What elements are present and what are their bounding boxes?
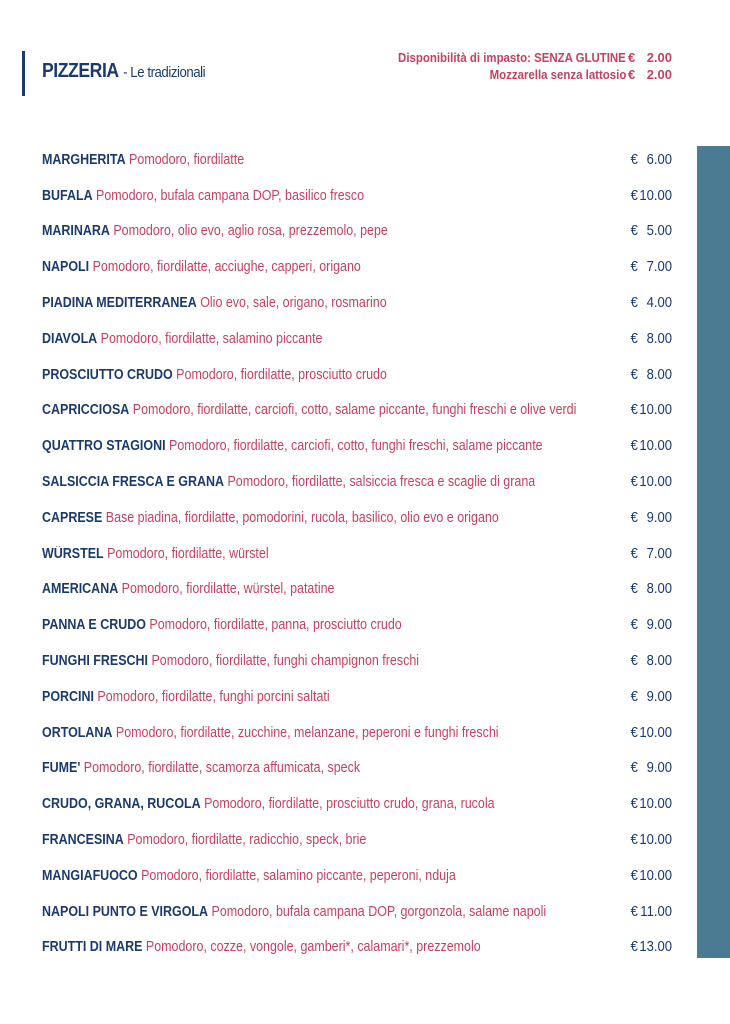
menu-item-name: CAPRICCIOSA: [42, 402, 130, 419]
menu-item-price: [631, 581, 672, 597]
menu-item-price: [631, 402, 672, 418]
extra-label: Mozzarella senza lattosio: [489, 67, 626, 82]
menu-item-name: AMERICANA: [42, 581, 119, 598]
menu-item-price: [631, 617, 672, 633]
menu-item: [42, 500, 672, 536]
currency-symbol: €: [630, 330, 638, 347]
menu-item: [42, 321, 672, 357]
price-amount: 10.00: [639, 402, 672, 419]
menu-item: [42, 715, 672, 751]
currency-symbol: €: [630, 259, 638, 276]
price-amount: 10.00: [639, 832, 672, 849]
menu-item-name: CRUDO, GRANA, RUCOLA: [42, 796, 201, 813]
menu-item: [42, 930, 672, 966]
currency-symbol: €: [630, 402, 638, 419]
menu-item-text: [42, 367, 387, 383]
currency-symbol: €: [630, 653, 638, 670]
menu-item-price: [631, 546, 672, 562]
menu-item-price: [631, 438, 672, 454]
menu-item: [42, 536, 672, 572]
menu-item-description: Pomodoro, fiordilatte, würstel: [107, 545, 269, 562]
price-amount: 7.00: [646, 259, 672, 276]
menu-item-description: Pomodoro, fiordilatte, salsiccia fresca e scaglie di grana: [227, 474, 536, 491]
price-amount: 10.00: [639, 867, 672, 884]
menu-item-text: [42, 832, 366, 848]
menu-item-price: [631, 832, 672, 848]
menu-item-name: ORTOLANA: [42, 724, 113, 741]
menu-item: [42, 464, 672, 500]
menu-item-description: Pomodoro, fiordilatte, acciughe, capperi, origano: [92, 259, 361, 276]
currency-symbol: €: [630, 832, 638, 849]
menu-item-price: [631, 725, 672, 741]
menu-item-description: Pomodoro, bufala campana DOP, basilico fresco: [96, 187, 365, 204]
menu-item: [42, 142, 672, 178]
menu-item-description: Pomodoro, fiordilatte, carciofi, cotto, funghi freschi, salame piccante: [169, 438, 543, 455]
menu-item: [42, 679, 672, 715]
menu-item-name: CAPRESE: [42, 509, 103, 526]
menu-item-name: PIADINA MEDITERRANEA: [42, 295, 197, 312]
menu-item-text: [42, 581, 334, 597]
menu-item-text: [42, 510, 499, 526]
price-amount: 9.00: [646, 760, 672, 777]
menu-item: [42, 285, 672, 321]
menu-item-text: [42, 152, 244, 168]
side-decoration-band: [697, 146, 730, 958]
menu-item-description: Pomodoro, fiordilatte, prosciutto crudo: [176, 366, 387, 383]
menu-item-price: [631, 223, 672, 239]
menu-item-description: Pomodoro, fiordilatte, prosciutto crudo, grana, rucola: [204, 796, 495, 813]
menu-item: [42, 786, 672, 822]
menu-item-description: Pomodoro, fiordilatte, zucchine, melanzane, peperoni e funghi freschi: [115, 724, 499, 741]
menu-item-text: [42, 331, 322, 347]
price-amount: 5.00: [646, 223, 672, 240]
currency-symbol: €: [630, 867, 638, 884]
price-amount: 11.00: [640, 903, 672, 920]
menu-item-name: PANNA E CRUDO: [42, 617, 146, 634]
menu-item-price: [631, 796, 672, 812]
price-amount: 13.00: [639, 939, 672, 956]
menu-item-text: [42, 546, 269, 562]
extra-lactose-free: [367, 66, 672, 83]
menu-item-price: [631, 689, 672, 705]
title-subtitle: - Le tradizionali: [123, 64, 206, 81]
menu-item-text: [42, 796, 495, 812]
price-amount: 6.00: [646, 151, 672, 168]
menu-item: [42, 607, 672, 643]
currency-symbol: €: [630, 438, 638, 455]
menu-item-name: MANGIAFUOCO: [42, 867, 138, 884]
currency-symbol: €: [630, 939, 638, 956]
menu-item-description: Pomodoro, fiordilatte, scamorza affumicata, speck: [83, 760, 361, 777]
menu-item-price: [631, 152, 672, 168]
menu-item-name: PORCINI: [42, 688, 94, 705]
menu-item-text: [42, 259, 361, 275]
menu-item-price: [631, 653, 672, 669]
currency-symbol: €: [630, 581, 638, 598]
menu-item-price: [631, 331, 672, 347]
price-amount: 10.00: [639, 187, 672, 204]
menu-item-text: [42, 188, 364, 204]
menu-item-text: [42, 402, 576, 418]
menu-item-text: [42, 474, 535, 490]
menu-item: [42, 822, 672, 858]
menu-item-description: Base piadina, fiordilatte, pomodorini, rucola, basilico, olio evo e origano: [105, 509, 499, 526]
menu-item-name: FRUTTI DI MARE: [42, 939, 143, 956]
menu-item-name: PROSCIUTTO CRUDO: [42, 366, 173, 383]
menu-item-description: Pomodoro, bufala campana DOP, gorgonzola, salame napoli: [211, 903, 547, 920]
extra-gluten-free: [367, 49, 672, 66]
currency-symbol: €: [630, 509, 638, 526]
menu-item-text: [42, 868, 456, 884]
price-amount: 10.00: [639, 724, 672, 741]
menu-item-text: [42, 617, 402, 633]
currency-symbol: €: [630, 796, 638, 813]
currency-symbol: €: [630, 760, 638, 777]
menu-item: [42, 858, 672, 894]
menu-item-description: Pomodoro, fiordilatte, funghi porcini saltati: [97, 688, 330, 705]
price-amount: 9.00: [646, 617, 672, 634]
extra-currency: €: [628, 67, 636, 82]
extra-currency: €: [628, 50, 636, 65]
menu-item-name: DIAVOLA: [42, 330, 98, 347]
menu-item-name: NAPOLI: [42, 259, 90, 276]
menu-list: [42, 142, 672, 965]
title-main: PIZZERIA: [42, 60, 119, 82]
menu-item-price: [631, 367, 672, 383]
menu-item-name: NAPOLI PUNTO E VIRGOLA: [42, 903, 209, 920]
price-amount: 4.00: [646, 295, 672, 312]
title-accent-bar: [22, 51, 25, 96]
extra-price: 2.00: [646, 67, 672, 82]
page-title: [42, 60, 205, 83]
menu-item: [42, 643, 672, 679]
menu-item-description: Pomodoro, fiordilatte, funghi champignon freschi: [151, 653, 420, 670]
menu-item: [42, 894, 672, 930]
menu-item: [42, 572, 672, 608]
price-amount: 8.00: [646, 653, 672, 670]
menu-item: [42, 178, 672, 214]
price-amount: 10.00: [639, 438, 672, 455]
extra-label: Disponibilità di impasto: SENZA GLUTINE: [398, 50, 626, 65]
menu-item-text: [42, 725, 499, 741]
extra-price: 2.00: [646, 50, 672, 65]
menu-item: [42, 249, 672, 285]
menu-item-description: Pomodoro, fiordilatte, salamino piccante, peperoni, nduja: [141, 867, 456, 884]
menu-item: [42, 214, 672, 250]
menu-item-description: Pomodoro, cozze, vongole, gamberi*, calamari*, prezzemolo: [145, 939, 481, 956]
menu-item-name: SALSICCIA FRESCA E GRANA: [42, 474, 224, 491]
menu-item: [42, 751, 672, 787]
menu-item-name: FRANCESINA: [42, 832, 124, 849]
currency-symbol: €: [630, 295, 638, 312]
currency-symbol: €: [630, 688, 638, 705]
price-amount: 9.00: [646, 509, 672, 526]
currency-symbol: €: [630, 903, 638, 920]
menu-item-text: [42, 653, 419, 669]
extras-box: [367, 49, 672, 83]
menu-item: [42, 428, 672, 464]
menu-item-text: [42, 760, 360, 776]
menu-item-price: [631, 904, 672, 920]
price-amount: 8.00: [646, 330, 672, 347]
menu-item-name: FUNGHI FRESCHI: [42, 653, 148, 670]
menu-item-name: QUATTRO STAGIONI: [42, 438, 166, 455]
currency-symbol: €: [630, 474, 638, 491]
menu-item-description: Pomodoro, fiordilatte, würstel, patatine: [121, 581, 335, 598]
price-amount: 10.00: [639, 796, 672, 813]
price-amount: 8.00: [646, 581, 672, 598]
menu-item-name: WÜRSTEL: [42, 545, 104, 562]
menu-item-text: [42, 438, 543, 454]
menu-item-description: Pomodoro, fiordilatte, panna, prosciutto crudo: [149, 617, 402, 634]
price-amount: 8.00: [646, 366, 672, 383]
menu-item-name: MARGHERITA: [42, 151, 126, 168]
menu-item-text: [42, 904, 546, 920]
menu-item-text: [42, 939, 481, 955]
menu-item-name: FUME': [42, 760, 81, 777]
menu-item-description: Pomodoro, fiordilatte, carciofi, cotto, salame piccante, funghi freschi e olive verdi: [132, 402, 577, 419]
currency-symbol: €: [630, 724, 638, 741]
currency-symbol: €: [630, 223, 638, 240]
currency-symbol: €: [630, 151, 638, 168]
menu-item-text: [42, 689, 330, 705]
menu-item-description: Olio evo, sale, origano, rosmarino: [200, 295, 387, 312]
menu-item: [42, 393, 672, 429]
menu-item-price: [631, 868, 672, 884]
menu-item-text: [42, 295, 387, 311]
menu-item-price: [631, 474, 672, 490]
menu-item-name: BUFALA: [42, 187, 93, 204]
menu-item-description: Pomodoro, olio evo, aglio rosa, prezzemolo, pepe: [113, 223, 388, 240]
menu-item-price: [631, 510, 672, 526]
currency-symbol: €: [630, 545, 638, 562]
menu-item-price: [631, 259, 672, 275]
price-amount: 9.00: [646, 688, 672, 705]
menu-item-price: [631, 939, 672, 955]
menu-item-description: Pomodoro, fiordilatte, radicchio, speck, brie: [127, 832, 367, 849]
menu-item-description: Pomodoro, fiordilatte: [129, 151, 245, 168]
menu-item: [42, 357, 672, 393]
price-amount: 7.00: [646, 545, 672, 562]
menu-item-description: Pomodoro, fiordilatte, salamino piccante: [100, 330, 323, 347]
menu-item-price: [631, 295, 672, 311]
currency-symbol: €: [630, 187, 638, 204]
menu-item-price: [631, 760, 672, 776]
menu-item-name: MARINARA: [42, 223, 110, 240]
currency-symbol: €: [630, 617, 638, 634]
menu-item-text: [42, 223, 388, 239]
menu-item-price: [631, 188, 672, 204]
price-amount: 10.00: [639, 474, 672, 491]
currency-symbol: €: [630, 366, 638, 383]
